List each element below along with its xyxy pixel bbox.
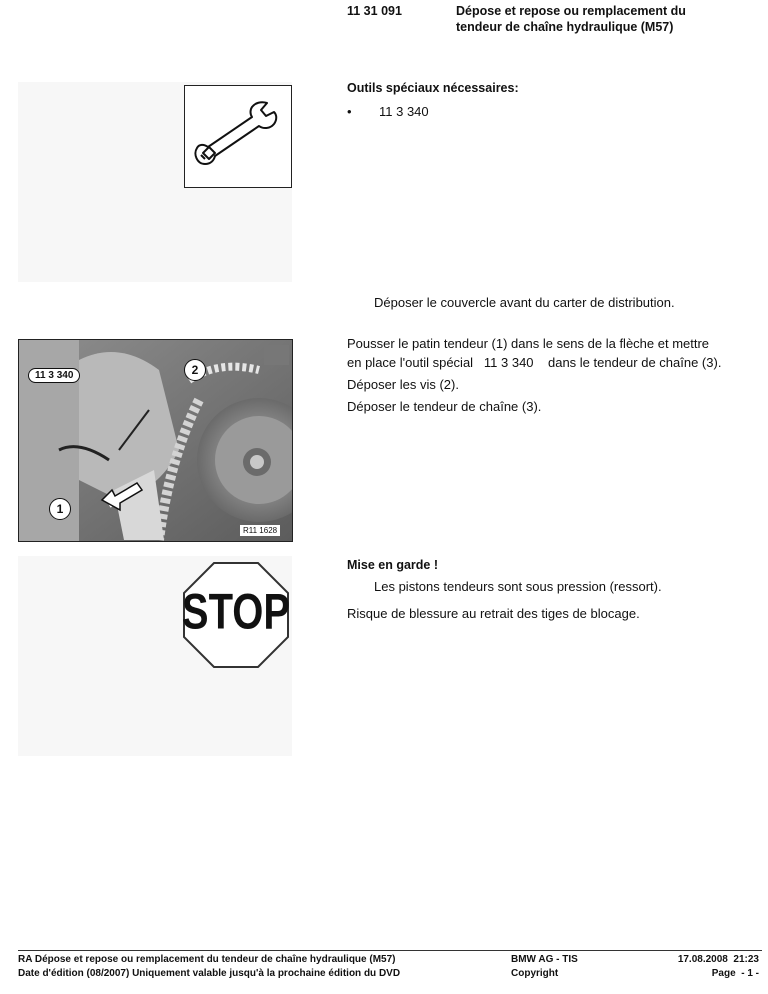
footer-divider — [18, 950, 762, 951]
footer-page-number: Page - 1 - — [711, 968, 759, 979]
photo-reference: R11 1628 — [240, 525, 280, 536]
doc-title-line1: Dépose et repose ou remplacement du — [456, 4, 686, 18]
engine-photo — [18, 339, 293, 542]
step-3-text: Déposer les vis (2). — [347, 377, 459, 392]
warning-line2: Risque de blessure au retrait des tiges de blocage. — [347, 606, 640, 621]
step-2-text-line2: en place l'outil spécial 11 3 340 dans le tendeur de chaîne (3). — [347, 355, 722, 370]
callout-1: 1 — [49, 498, 71, 520]
step-4-text: Déposer le tendeur de chaîne (3). — [347, 399, 542, 414]
tools-heading: Outils spéciaux nécessaires: — [347, 81, 519, 95]
warning-heading: Mise en garde ! — [347, 558, 438, 572]
footer-left-line1: RA Dépose et repose ou remplacement du tendeur de chaîne hydraulique (M57) — [18, 954, 396, 965]
tool-item: 11 3 340 — [379, 104, 429, 119]
callout-2: 2 — [184, 359, 206, 381]
doc-number: 11 31 091 — [347, 4, 402, 18]
wrench-icon — [185, 86, 291, 187]
footer-right-line1: 17.08.2008 21:23 — [677, 954, 759, 965]
step-1-text: Déposer le couvercle avant du carter de distribution. — [374, 295, 675, 310]
special-tool-image — [184, 85, 292, 188]
tools-bullet: • — [347, 104, 352, 119]
step-2-text-line1: Pousser le patin tendeur (1) dans le sens de la flèche et mettre — [347, 336, 710, 351]
doc-title-line2: tendeur de chaîne hydraulique (M57) — [456, 20, 674, 34]
footer-center-line1: BMW AG - TIS — [511, 954, 578, 965]
warning-line1: Les pistons tendeurs sont sous pression (ressort). — [374, 579, 662, 594]
footer-left-line2: Date d'édition (08/2007) Uniquement valable jusqu'à la prochaine édition du DVD — [18, 968, 401, 979]
tool-callout-label: 11 3 340 — [28, 368, 80, 383]
footer-center-line2: Copyright — [511, 968, 559, 979]
stop-sign-icon — [182, 561, 290, 669]
stop-sign-text: STOP — [182, 583, 290, 640]
